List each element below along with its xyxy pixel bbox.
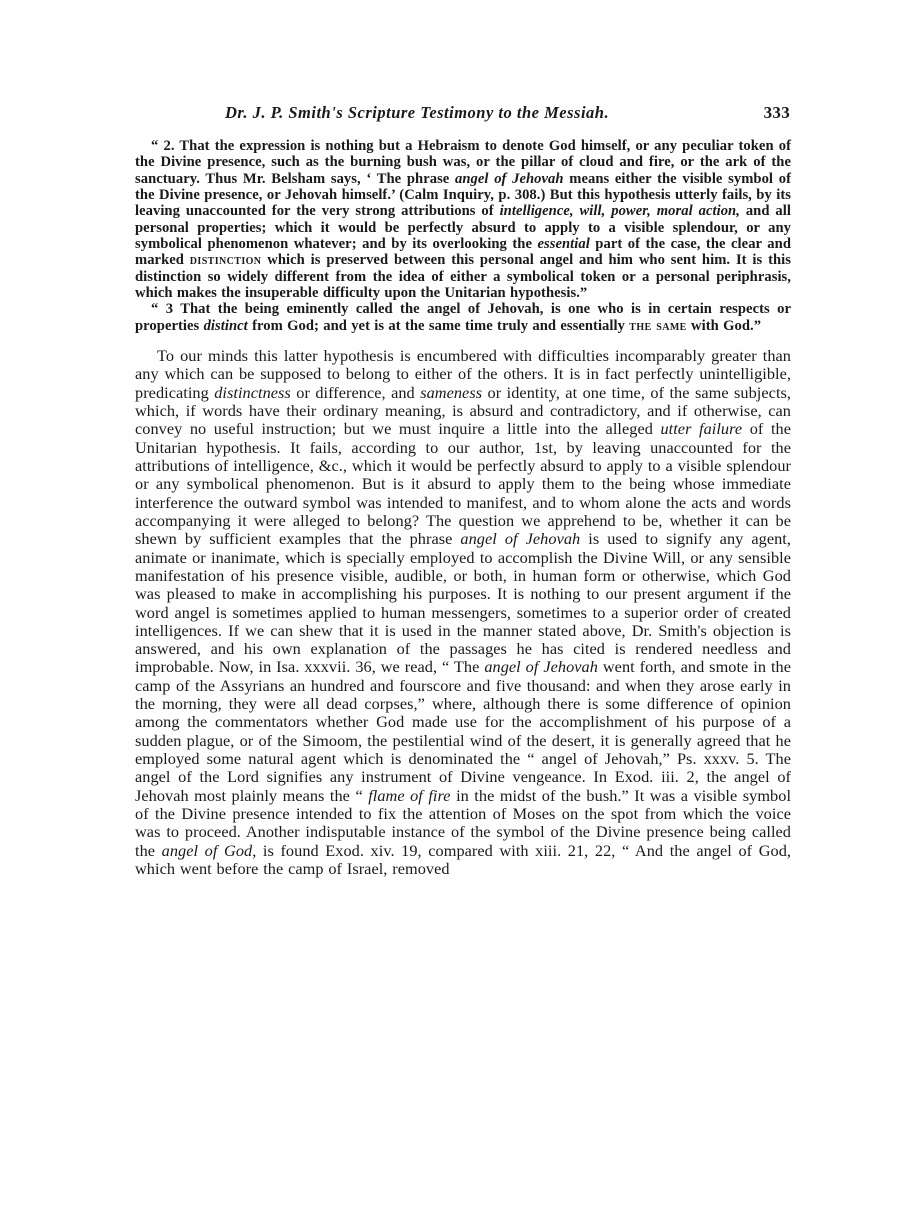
body-segment-f: went forth, and smote in the camp of the Assyrians an hundred and fourscore and five thousand: and when they arose early in the morning, they were all dead corpses,” where, although there is some difference of opinion among the commentators whether God made use for the accomplishment of his purpose of a sudden plague, or of the Simoom, the pestilential wind of the desert, it is generally agreed that he employed some natural agent which is denominated the “ angel of Jehovah,” Ps. xxxv. 5. The angel of the Lord signifies any instrument of Divine vengeance. In Exod. iii. 2, the angel of Jehovah most plainly means the “ xyxy=(135,657,791,805)
body-segment-e: is used to signify any agent, animate or inanimate, which is specially employed to accomplish the Divine Will, or any sensible manifestation of his presence visible, audible, or both, in human form or otherwise, which God was pleased to make in accomplishing his purposes. It is nothing to our present argument if the word angel is sometimes applied to human messengers, sometimes to a superior order of created intelligences. If we can shew that it is used in the manner stated above, Dr. Smith's objection is answered, and his own explanation of the passages he has cited is rendered needless and improbable. Now, in Isa. xxxvii. 36, we read, “ The xyxy=(135,529,791,677)
body-italic-angel-of-jehovah-2: angel of Jehovah xyxy=(484,657,598,677)
body-italic-sameness: sameness xyxy=(420,382,483,402)
body-italic-angel-of-god: angel of God xyxy=(161,840,253,860)
extract-p2-segment-e: which is preserved between this personal angel and him who sent him. It is this distinction so widely different from the idea of either a symbolical token or a personal periphrasis, which makes the insuperable difficulty upon the Unitarian hypothesis.” xyxy=(135,252,791,302)
body-segment-c: or identity, at one time, of the same subjects, which, if words have their ordinary meaning, is absurd and contradictory, and if otherwise, can convey no useful instruction; but we must inquire a little into the alleged xyxy=(135,382,792,439)
body-italic-flame-of-fire: flame of fire xyxy=(368,785,451,805)
body-segment-d: of the Unitarian hypothesis. It fails, according to our author, 1st, by leaving unaccounted for the attributions of intelligence, &c., which it would be perfectly absurd to apply to a visible splendour or any symbolical phenomenon. But is it absurd to apply them to the being whose immediate interference the outward symbol was intended to manifest, and to whom alone the acts and words accompanying it were alleged to belong? The question we apprehend to be, whether it can be shewn by sufficient examples that the phrase xyxy=(135,419,791,549)
quoted-extract-point-2 xyxy=(135,138,791,301)
body-italic-utter-failure: utter failure xyxy=(660,419,743,439)
body-segment-a: To our minds this latter hypothesis is encumbered with difficulties incomparably greater than any which can be supposed to belong to either of the others. It is in fact perfectly unintelligible, predicating xyxy=(135,346,791,402)
extract-p3-segment-b: from God; and yet is at the same time truly and essentially xyxy=(247,317,630,334)
body-italic-distinctness: distinctness xyxy=(214,382,291,402)
page-number: 333 xyxy=(763,103,790,122)
running-head-title: Dr. J. P. Smith's Scripture Testimony to the Messiah. xyxy=(225,103,610,122)
extract-p2-segment-a: “ 2. That the expression is nothing but a Hebraism to denote God himself, or any peculiar token of the Divine presence, such as the burning bush was, or the pillar of cloud and fire, or the ark of the sanctuary. Thus Mr. Belsham says, ‘ The phrase xyxy=(135,138,791,187)
extract-p2-segment-c: and all personal properties; which it would be perfectly absurd to apply to a visible splendour, or any symbolical phenomenon whatever; and by its overlooking the xyxy=(135,203,791,253)
body-segment-g: in the midst of the bush.” It was a visible symbol of the Divine presence intended to fix the attention of Moses on the spot from which the voice was to proceed. Another indisputable instance of the symbol of the Divine presence being called the xyxy=(135,785,792,860)
extract-p2-segment-d: part of the case, the clear and marked xyxy=(135,236,791,269)
extract-p3-italic-distinct: distinct xyxy=(203,317,248,334)
body-segment-b: or difference, and xyxy=(290,382,421,402)
extract-p3-segment-c: with God.” xyxy=(686,317,762,334)
extract-p3-segment-a: “ 3 That the being eminently called the angel of Jehovah, is one who is in certain respects or properties xyxy=(135,301,791,334)
extract-p2-italic-angel-of-jehovah: angel of Jehovah xyxy=(455,170,564,187)
extract-p2-segment-b: means either the visible symbol of the Divine presence, or Jehovah himself.’ (Calm Inquiry, p. 308.) But this hypothesis utterly fails, by its leaving unaccounted for the very strong attributions of xyxy=(135,170,791,220)
body-italic-angel-of-jehovah-1: angel of Jehovah xyxy=(460,529,581,549)
body-paragraph xyxy=(135,347,791,878)
extract-p2-smallcaps-distinction: distinction xyxy=(189,252,262,269)
extract-p2-italic-essential: essential xyxy=(537,236,590,253)
extract-p2-italic-attributes: intelligence, will, power, moral action, xyxy=(499,203,740,220)
extract-p3-smallcaps-the-same: the same xyxy=(629,317,687,334)
text-block xyxy=(135,138,791,878)
body-segment-h: , is found Exod. xiv. 19, compared with xiii. 21, 22, “ And the angel of God, which went before the camp of Israel, removed xyxy=(135,840,792,878)
quoted-extract-point-3 xyxy=(135,301,791,334)
running-head xyxy=(135,103,790,127)
